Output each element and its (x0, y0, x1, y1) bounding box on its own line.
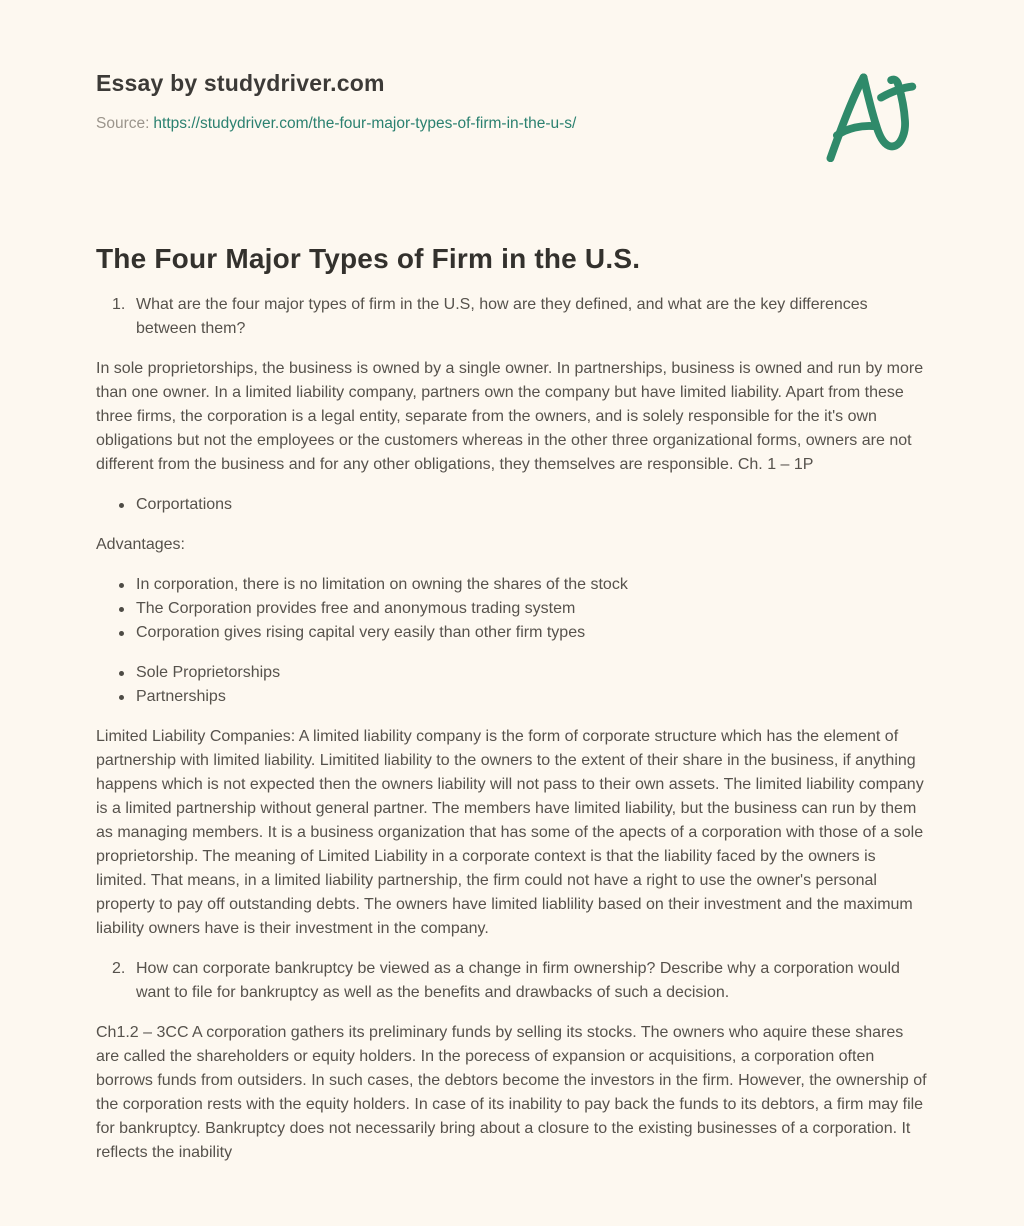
paragraph-firm-types: In sole proprietorships, the business is owned by a single owner. In partnerships, business is owned and run by more than one owner. In a limited liability company, partners own the company but have limited liability. Apart from these three firms, the corporation is a legal entity, separate from the owners, and is solely responsible for the it's own obligations but not the employees or the customers whereas in the other three organizational forms, owners are not different from the business and for any other obligations, they themselves are responsible. Ch. 1 – 1P (96, 360, 924, 473)
essay-body (96, 243, 928, 1165)
source-line (96, 115, 928, 133)
paragraph-llc: Limited Liability Companies: A limited liability company is the form of corporate structure which has the element of partnership with limited liability. Limitited liability to the owners to the extent of their share in the business, if anything happens which is not expected then the owners liability will not pass to their own assets. The limited liability company is a limited partnership without general partner. The members have limited liability, but the business can run by them as managing members. It is a business organization that has some of the apects of a corporation with those of a sole proprietorship. The meaning of Limited Liability in a corporate context is that the liability faced by the owners is limited. That means, in a limited liability partnership, the firm could not have a right to use the owner's personal property to pay off outstanding debts. The owners have limited liablility based on their investment and the maximum liability owners have is their investment in the company. (96, 728, 924, 937)
question-item-1 (96, 293, 928, 341)
paragraph-bankruptcy: Ch1.2 – 3CC A corporation gathers its preliminary funds by selling its stocks. The owners who aquire these shares are called the shareholders or equity holders. In the porecess of expansion or acquisitions, a corporation often borrows funds from outsiders. In such cases, the debtors become the investors in the firm. However, the ownership of the corporation rests with the equity holders. In case of its inability to pay back the funds to its debtors, a firm may file for bankruptcy. Bankruptcy does not necessarily bring about a closure to the existing businesses of a corporation. It reflects the inability (96, 1024, 927, 1161)
page-header (96, 70, 928, 133)
question-number: 1. (112, 296, 126, 313)
question-item-2 (96, 957, 928, 1005)
source-url-link[interactable]: https://studydriver.com/the-four-major-types-of-firm-in-the-u-s/ (153, 115, 577, 132)
advantages-list (96, 573, 928, 645)
firm-types-list (96, 661, 928, 709)
list-item: Partnerships (96, 685, 928, 709)
essay-main-title: The Four Major Types of Firm in the U.S. (96, 243, 641, 274)
list-item: Corporation gives rising capital very easily than other firm types (96, 621, 928, 645)
question-text: How can corporate bankruptcy be viewed as a change in firm ownership? Describe why a corporation would want to file for bankruptcy as well as the benefits and drawbacks of such a decision. (136, 960, 900, 1001)
site-header-title: Essay by studydriver.com (96, 70, 385, 96)
list-item: The Corporation provides free and anonymous trading system (96, 597, 928, 621)
question-number: 2. (112, 960, 126, 977)
advantages-label: Advantages: (96, 536, 185, 553)
list-item: In corporation, there is no limitation on owning the shares of the stock (96, 573, 928, 597)
list-item: Corportations (96, 493, 928, 517)
essay-page (96, 0, 928, 1165)
source-label: Source: (96, 115, 150, 132)
a-plus-logo-icon (822, 70, 918, 162)
corporations-list (96, 493, 928, 517)
question-text: What are the four major types of firm in the U.S, how are they defined, and what are the key differences between them? (136, 296, 868, 337)
list-item: Sole Proprietorships (96, 661, 928, 685)
